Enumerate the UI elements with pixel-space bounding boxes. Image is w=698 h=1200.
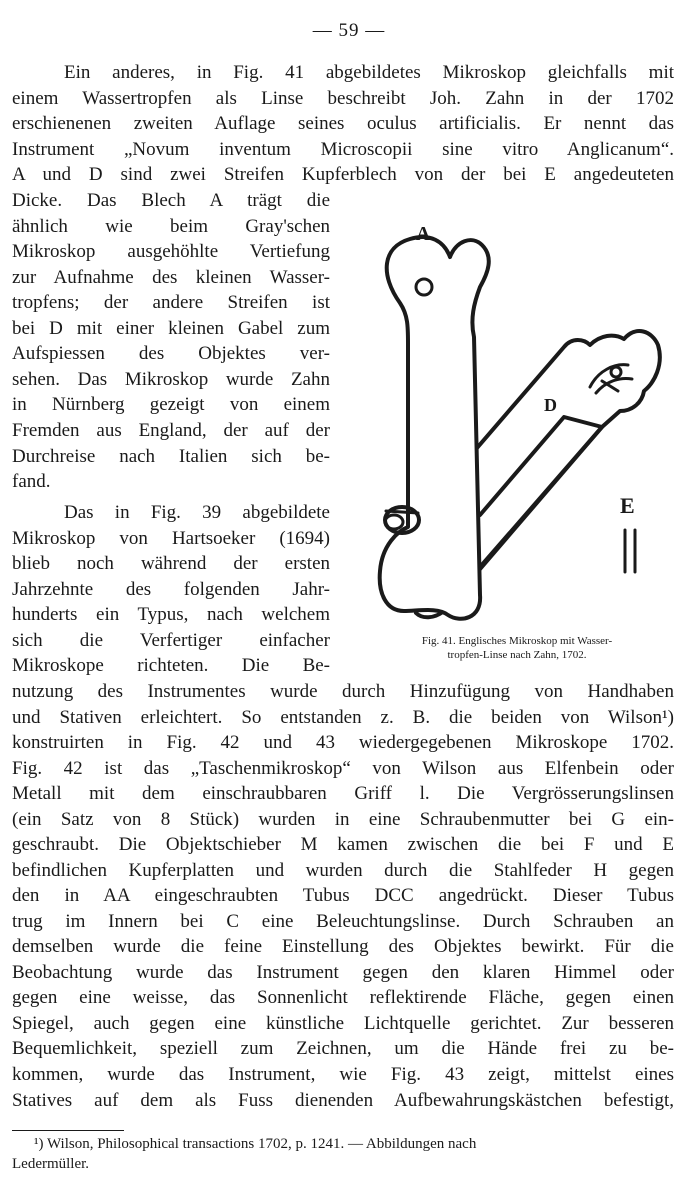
text-line: erschienenen zweiten Auflage seines oculus artificialis. Er nennt das [12, 113, 674, 134]
text-line: Bequemlichkeit, speziell zum Zeichnen, um die Hände frei zu be- [12, 1038, 674, 1059]
text-line: zur Aufnahme des kleinen Wasser- [12, 267, 330, 288]
footnote-divider [12, 1130, 124, 1131]
text-line: Mikroskop ausgehöhlte Vertiefung [12, 241, 330, 262]
microscope-illustration [352, 215, 678, 630]
text-line: ähnlich wie beim Gray'schen [12, 216, 330, 237]
text-line: hunderts ein Typus, nach welchem [12, 604, 330, 625]
caption-line: Fig. 41. Englisches Mikroskop mit Wasser- [421, 635, 613, 647]
text-line: Fremden aus England, der auf der [12, 420, 330, 441]
text-line: demselben wurde die feine Einstellung des Objektes bewirkt. Für die [12, 936, 674, 957]
text-line: konstruirten in Fig. 42 und 43 wiedergegebenen Mikroskope 1702. [12, 732, 674, 753]
text-line: bei D mit einer kleinen Gabel zum [12, 318, 330, 339]
text-line: fand. [12, 471, 51, 492]
text-line: und Stativen erleichtert. So entstanden z. B. die beiden von Wilson¹) [12, 707, 674, 728]
text-line: Durchreise nach Italien sich be- [12, 446, 330, 467]
text-line: den in AA eingeschraubten Tubus DCC angedrückt. Dieser Tubus [12, 885, 674, 906]
text-line: befindlichen Kupferplatten und wurden durch die Stahlfeder H gegen [12, 860, 674, 881]
text-line: blieb noch während der ersten [12, 553, 330, 574]
footnote-line: ¹) Wilson, Philosophical transactions 1702, p. 1241. — Abbildungen nach [34, 1136, 477, 1152]
text-line: Metall mit dem einschraubbaren Griff l. Die Vergrösserungslinsen [12, 783, 674, 804]
text-line: Das in Fig. 39 abgebildete [64, 502, 330, 523]
text-line: gegen eine weisse, das Sonnenlicht reflektirende Fläche, gegen einen [12, 987, 674, 1008]
text-line: Spiegel, auch gegen eine künstliche Lichtquelle gerichtet. Zur besseren [12, 1013, 674, 1034]
text-line: einem Wassertropfen als Linse beschreibt Joh. Zahn in der 1702 [12, 88, 674, 109]
text-line: Dicke. Das Blech A trägt die [12, 190, 330, 211]
footnote-line: Ledermüller. [12, 1156, 90, 1172]
text-line: in Nürnberg gezeigt von einem [12, 394, 330, 415]
text-line: geschraubt. Die Objektschieber M kamen zwischen die bei F und E [12, 834, 674, 855]
text-line: sehen. Das Mikroskop wurde Zahn [12, 369, 330, 390]
text-line: Ein anderes, in Fig. 41 abgebildetes Mikroskop gleichfalls mit [64, 62, 674, 83]
text-line: Mikroskope richteten. Die Be- [12, 655, 330, 676]
page-number: — 59 — [312, 20, 386, 41]
text-line: Beobachtung wurde das Instrument gegen den klaren Himmel oder [12, 962, 674, 983]
text-line: A und D sind zwei Streifen Kupferblech von der bei E angedeuteten [12, 164, 674, 185]
strip-a [380, 237, 489, 619]
footnote [12, 1134, 674, 1174]
text-line: tropfens; der andere Streifen ist [12, 292, 330, 313]
figure-41 [352, 215, 678, 630]
text-line: Fig. 42 ist das „Taschenmikroskop“ von Wilson aus Elfenbein oder [12, 758, 674, 779]
figure-label-d: D [544, 395, 557, 415]
text-line: Jahrzehnte des folgenden Jahr- [12, 579, 330, 600]
text-line: Mikroskop von Hartsoeker (1694) [12, 528, 330, 549]
figure-label-a: A [416, 223, 431, 245]
text-line: kommen, wurde das Instrument, wie Fig. 43 zeigt, mittelst eines [12, 1064, 674, 1085]
text-line: (ein Satz von 8 Stück) wurden in eine Schraubenmutter bei G ein- [12, 809, 674, 830]
figure-label-e: E [620, 493, 635, 518]
text-line: sich die Verfertiger einfacher [12, 630, 330, 651]
text-line: Instrument „Novum inventum Microscopii sine vitro Anglicanum“. [12, 139, 674, 160]
text-line: Aufspiessen des Objektes ver- [12, 343, 330, 364]
text-line: nutzung des Instrumentes wurde durch Hinzufügung von Handhaben [12, 681, 674, 702]
text-line: Statives auf dem als Fuss dienenden Aufbewahrungskästchen befestigt, [12, 1090, 674, 1111]
text-line: trug im Innern bei C eine Beleuchtungslinse. Durch Schrauben an [12, 911, 674, 932]
caption-line: tropfen-Linse nach Zahn, 1702. [447, 649, 587, 661]
figure-caption [354, 634, 680, 662]
